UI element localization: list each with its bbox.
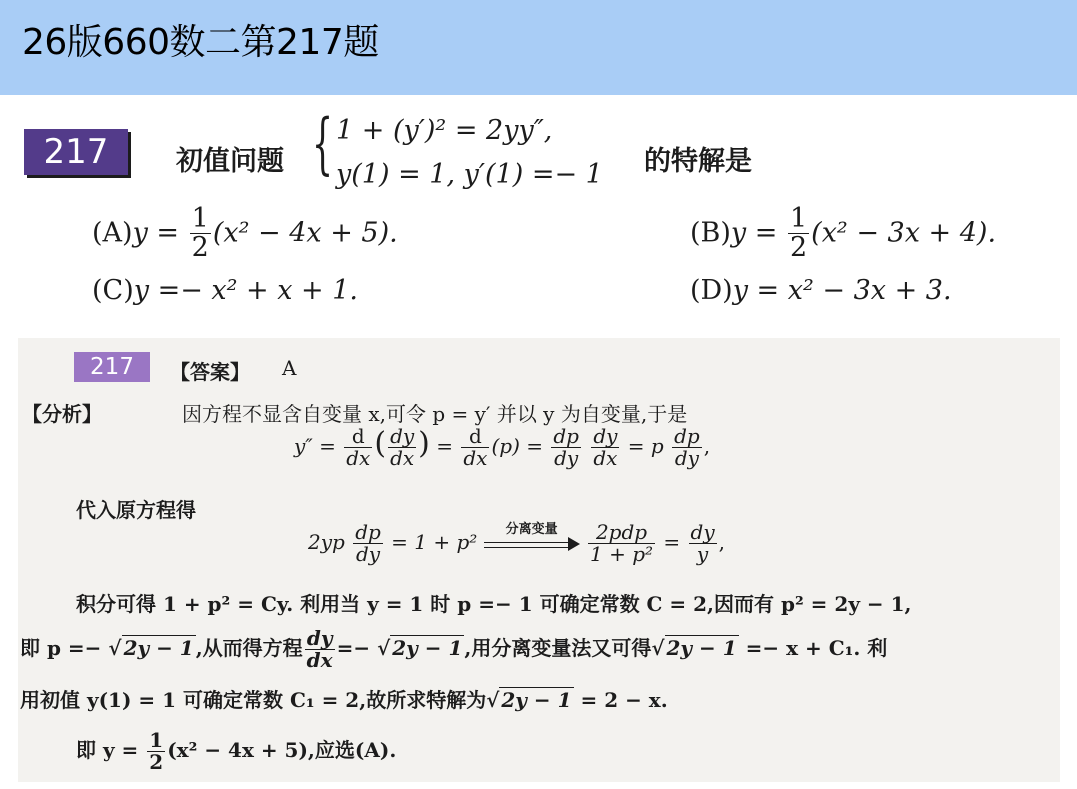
- eq1-frac-1-num: d: [344, 426, 372, 448]
- eq1-frac-4-den: dy: [554, 446, 579, 470]
- problem-equation-2: y(1) = 1, y′(1) =− 1: [336, 159, 603, 190]
- option-a: [92, 205, 398, 263]
- system-brace: {: [312, 105, 333, 182]
- sqrt-1: √ 2y − 1: [108, 636, 194, 660]
- solution-line-5: [20, 684, 668, 713]
- eq1-tail: ,: [703, 434, 711, 458]
- eq2-frac-2: [588, 522, 655, 565]
- sqrt-3: √ 2y − 1: [651, 636, 737, 660]
- eq2-frac-2-den: 1 + p²: [590, 542, 654, 566]
- option-b-fraction: [788, 205, 809, 263]
- solution-line-6: [76, 730, 396, 773]
- eq1-frac-2: [388, 426, 416, 469]
- eq1-mid: (p) =: [491, 434, 543, 458]
- line6-frac: [147, 730, 165, 773]
- line6-part-a: 即 y =: [76, 738, 139, 762]
- line4-frac: [305, 628, 335, 671]
- line4-frac-den: dx: [306, 648, 333, 672]
- eq1-frac-3: [461, 426, 489, 469]
- eq1-frac-4-num: dp: [553, 424, 579, 448]
- problem-panel: [18, 103, 1058, 325]
- option-a-denominator: 2: [191, 232, 209, 264]
- problem-equation-1: 1 + (y′)² = 2yy″,: [336, 115, 553, 146]
- sqrt-2: √ 2y − 1: [377, 636, 463, 660]
- line4-frac-num: dy: [305, 628, 335, 650]
- eq2-equals: =: [663, 530, 681, 554]
- solution-line-2: 代入原方程得: [76, 498, 196, 522]
- eq2-frac-1-num: dp: [355, 520, 381, 544]
- option-a-lhs: y =: [132, 217, 180, 249]
- answer-tag: 【答案】: [170, 360, 250, 384]
- sqrt-3-radicand: 2y − 1: [666, 636, 737, 660]
- line4-part-c: =−: [336, 636, 371, 660]
- analysis-tag: 【分析】: [22, 402, 102, 426]
- option-c: [92, 275, 358, 306]
- eq1-frac-6-num: dp: [674, 424, 700, 448]
- problem-prefix: 初值问题: [176, 146, 284, 177]
- option-d-label: (D): [690, 275, 733, 306]
- eq2-frac-3-den: y: [696, 542, 709, 566]
- line5-part-b: = 2 − x.: [580, 688, 668, 712]
- eq1-frac-2-den: dx: [390, 446, 415, 470]
- option-c-expr: y =− x² + x + 1.: [133, 275, 359, 306]
- option-b-label: (B): [690, 217, 731, 249]
- line6-frac-den: 2: [149, 750, 164, 774]
- option-b-numerator: 1: [789, 203, 808, 234]
- solution-panel: [18, 338, 1060, 782]
- eq1-frac-3-den: dx: [463, 446, 488, 470]
- separation-equation: [308, 522, 725, 565]
- option-b-denominator: 2: [789, 232, 808, 264]
- sqrt-1-radicand: 2y − 1: [123, 636, 194, 660]
- line4-part-e: =− x + C₁. 利: [745, 636, 888, 660]
- solution-number-badge: 217: [74, 352, 150, 382]
- page-title: 26版660数二第217题: [22, 22, 379, 63]
- eq1-frac-5-den: dx: [593, 446, 618, 470]
- option-d-expr: y = x² − 3x + 3.: [732, 275, 952, 306]
- eq1-frac-5-num: dy: [593, 424, 618, 448]
- option-b-lhs: y =: [730, 217, 778, 249]
- option-b: [690, 205, 996, 263]
- implies-arrow: [484, 521, 580, 556]
- line5-part-a: 用初值 y(1) = 1 可确定常数 C₁ = 2,故所求特解为: [20, 688, 487, 712]
- eq1-frac-3-num: d: [461, 426, 489, 448]
- problem-number-badge: 217: [24, 129, 128, 175]
- option-d: [690, 275, 952, 306]
- line4-part-a: 即 p =−: [20, 636, 102, 660]
- eq1-lhs: y″ =: [294, 434, 336, 458]
- eq2-lhs: 2yp: [308, 530, 345, 554]
- header-bar: [0, 0, 1077, 95]
- solution-line-1: 因方程不显含自变量 x,可令 p = y′ 并以 y 为自变量,于是: [182, 402, 688, 426]
- arrow-line-bottom: [484, 547, 572, 548]
- problem-suffix: 的特解是: [644, 146, 752, 177]
- eq1-frac-6-den: dy: [674, 446, 699, 470]
- eq2-frac-1-den: dy: [355, 542, 381, 566]
- eq2-frac-3: [689, 522, 717, 565]
- line4-part-b: ,从而得方程: [195, 636, 303, 660]
- eq1-equals-a: =: [436, 434, 454, 458]
- line4-part-d: ,用分离变量法又可得: [464, 636, 652, 660]
- sqrt-2-radicand: 2y − 1: [392, 636, 463, 660]
- eq2-frac-3-num: dy: [690, 520, 715, 544]
- eq2-mid: = 1 + p²: [391, 530, 478, 554]
- option-a-numerator: 1: [191, 203, 209, 234]
- sqrt-4-radicand: 2y − 1: [501, 688, 572, 712]
- eq1-frac-5: [591, 426, 619, 469]
- eq1-frac-1: [344, 426, 372, 469]
- eq2-frac-2-num: 2pdp: [588, 522, 655, 544]
- solution-line-3: 积分可得 1 + p² = Cy. 利用当 y = 1 时 p =− 1 可确定常数 C = 2,因而有 p² = 2y − 1,: [76, 592, 912, 616]
- arrow-line-top: [484, 542, 572, 543]
- eq1-equals-b: = p: [627, 434, 664, 458]
- eq1-frac-4: [551, 426, 581, 469]
- option-a-fraction: [190, 205, 211, 263]
- arrow-head-icon: [568, 537, 580, 551]
- derivative-equation: y″ = $\frac{d}{dx}$ ( $\frac{dy}{dx}$ ) = $\frac{d}{dx}$ (p) = $\frac{dp}{dy}$ $\frac{dy}{dx}$ = p $\frac{dp}{dy}$ ,: [294, 424, 711, 470]
- option-b-rhs: (x² − 3x + 4).: [811, 217, 997, 249]
- arrow-label: 分离变量: [505, 521, 558, 537]
- sqrt-4: √ 2y − 1: [486, 688, 572, 712]
- eq1-frac-2-num: dy: [390, 424, 415, 448]
- solution-line-4: [20, 628, 887, 671]
- option-a-label: (A): [92, 217, 133, 249]
- line6-frac-num: 1: [149, 728, 164, 752]
- eq1-frac-6: [672, 426, 702, 469]
- answer-value: A: [282, 356, 297, 380]
- eq2-frac-1: [353, 522, 383, 565]
- option-a-rhs: (x² − 4x + 5).: [212, 217, 398, 249]
- eq1-frac-1-den: dx: [346, 446, 371, 470]
- option-c-label: (C): [92, 275, 134, 306]
- eq2-tail: ,: [718, 530, 725, 554]
- line6-part-b: (x² − 4x + 5),应选(A).: [167, 738, 397, 762]
